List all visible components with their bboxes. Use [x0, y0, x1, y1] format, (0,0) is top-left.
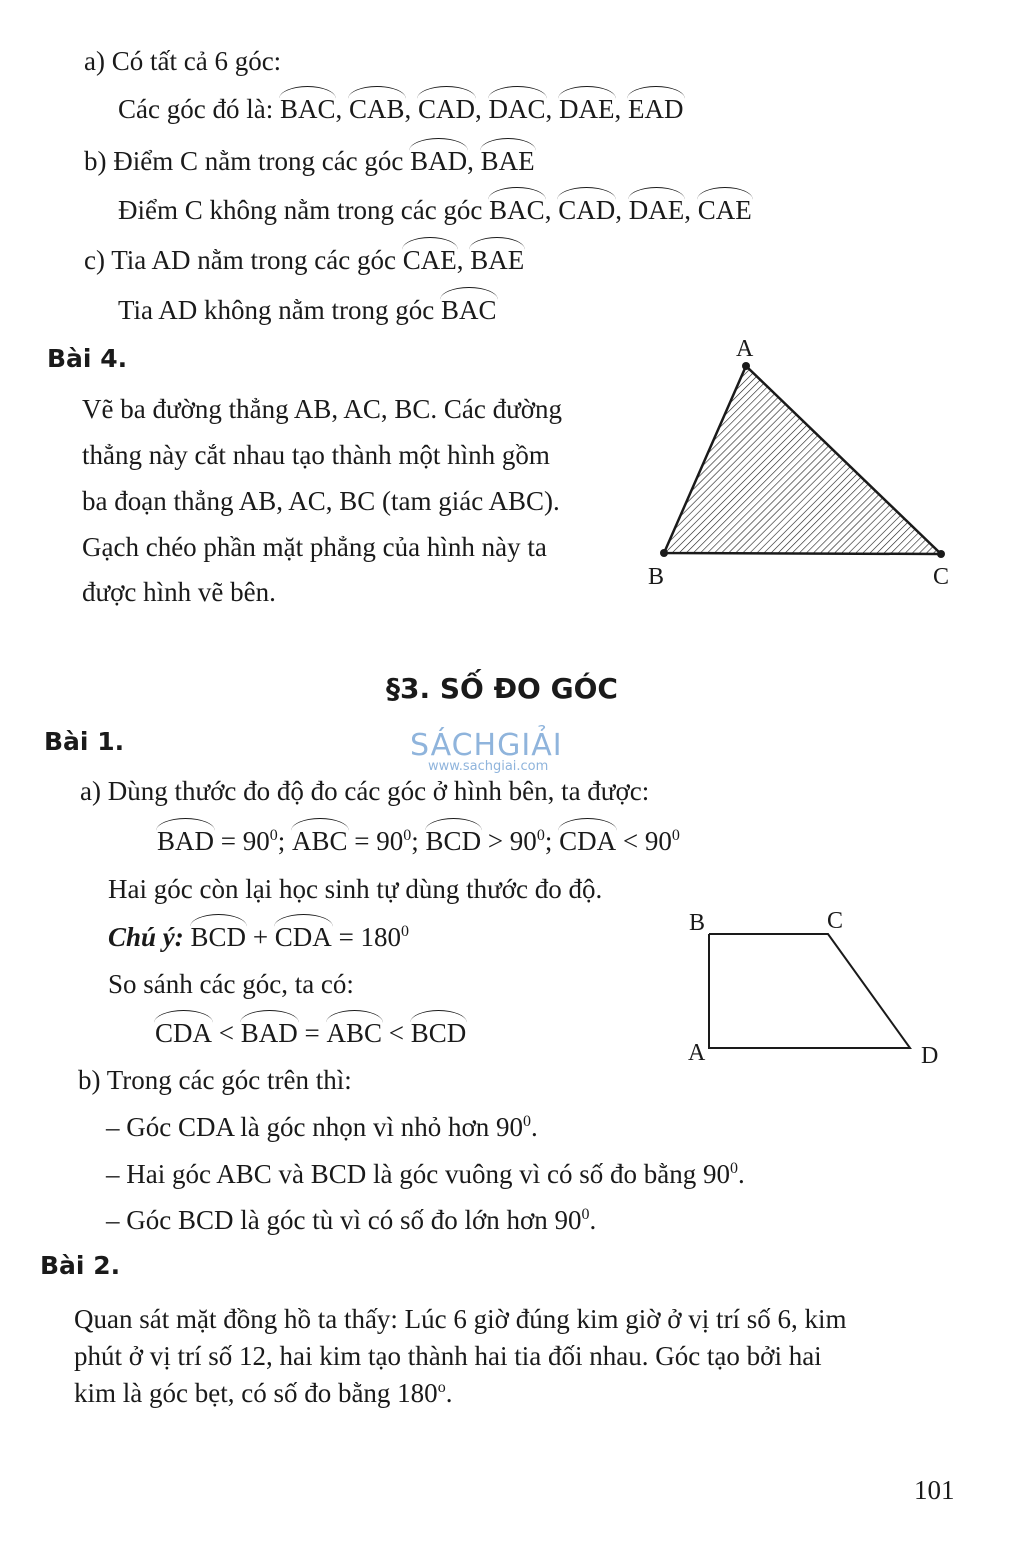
- separator: ,: [614, 94, 629, 124]
- compare-line: [155, 1016, 466, 1050]
- part-b-prefix: b) Điểm C nằm trong các góc: [84, 146, 404, 176]
- punct: .: [445, 1378, 453, 1408]
- degree-sup: 0: [671, 827, 680, 844]
- degree-sup: 0: [536, 827, 545, 844]
- plus-sign: +: [252, 922, 269, 952]
- separator: ,: [467, 146, 481, 176]
- separator: ,: [684, 195, 698, 225]
- angle-label: CDA: [559, 826, 617, 856]
- separator: ,: [545, 94, 560, 124]
- degree-sup: 0: [729, 1160, 738, 1177]
- watermark-brand: SÁCHGIẢI: [410, 728, 563, 763]
- measure-line: [157, 824, 680, 858]
- vertex-c-dot: [937, 550, 945, 558]
- part-b-line-1: [84, 144, 535, 178]
- separator: ,: [456, 245, 471, 275]
- page-number: 101: [914, 1475, 955, 1505]
- angle-label: BAC: [489, 195, 545, 225]
- measure-value: = 90: [220, 826, 270, 856]
- bai2-heading: Bài 2.: [40, 1251, 121, 1280]
- bai4-line: ba đoạn thẳng AB, AC, BC (tam giác ABC).: [82, 486, 560, 516]
- bai2-line-last: [74, 1376, 452, 1410]
- bai2-text: kim là góc bẹt, có số đo bằng 180: [74, 1378, 438, 1408]
- punct: ;: [411, 826, 419, 856]
- compare-op: <: [218, 1018, 234, 1048]
- degree-sup: 0: [523, 1113, 531, 1130]
- degree-sup: o: [437, 1379, 446, 1396]
- section-title: §3. SỐ ĐO GÓC: [386, 672, 618, 705]
- punct: .: [737, 1159, 745, 1189]
- angle-label: BAD: [410, 146, 468, 176]
- note-line: [108, 920, 409, 954]
- bai1-heading: Bài 1.: [44, 727, 125, 756]
- angle-label: CDA: [155, 1018, 213, 1048]
- punct: ;: [544, 826, 553, 856]
- part-c-line-1: [84, 243, 524, 277]
- bai4-heading: Bài 4.: [47, 344, 128, 373]
- vertex-d-label: D: [921, 1043, 939, 1069]
- angle-label: EAD: [628, 94, 684, 124]
- compare-intro: So sánh các góc, ta có:: [108, 969, 354, 999]
- measure-value: = 90: [354, 826, 404, 856]
- hatched-triangle: [664, 366, 941, 554]
- bullet-text: – Góc BCD là góc tù vì có số đo lớn hơn 90: [106, 1205, 582, 1235]
- vertex-b-dot: [660, 549, 668, 557]
- degree-sup: 0: [401, 923, 410, 940]
- angle-label: CAD: [558, 195, 616, 225]
- measure-value: > 90: [487, 826, 537, 856]
- bullet-line: [106, 1157, 745, 1191]
- vertex-b-label: B: [689, 910, 706, 936]
- part-c-prefix-2: Tia AD không nằm trong góc: [118, 295, 435, 325]
- note-label: Chú ý:: [108, 922, 184, 952]
- part-c-prefix: c) Tia AD nằm trong các góc: [84, 245, 396, 275]
- angle-label: DAC: [488, 94, 546, 124]
- remaining-line: Hai góc còn lại học sinh tự dùng thước đo độ.: [108, 874, 603, 904]
- triangle-figure: [640, 330, 970, 600]
- quadrilateral-figure: [680, 900, 960, 1080]
- separator: ,: [615, 195, 629, 225]
- degree-sup: 0: [403, 827, 412, 844]
- angle-label: ABC: [326, 1018, 383, 1048]
- angle-label: BCD: [410, 1018, 467, 1048]
- degree-sup: 0: [581, 1206, 590, 1223]
- vertex-a-dot: [742, 362, 750, 370]
- measure-value: < 90: [622, 826, 672, 856]
- part-a-angles-line: [118, 92, 684, 126]
- bullet-line: [106, 1110, 538, 1144]
- angle-label: DAE: [559, 94, 615, 124]
- quadrilateral-abcd: [709, 934, 910, 1048]
- compare-op: <: [388, 1018, 405, 1048]
- angle-label: BAE: [470, 245, 525, 275]
- angle-label: CAD: [418, 94, 476, 124]
- bai4-line: thẳng này cắt nhau tạo thành một hình gồm: [82, 440, 550, 470]
- vertex-c-label: C: [827, 908, 844, 934]
- part-a-line: a) Có tất cả 6 góc:: [84, 46, 282, 76]
- angle-label: CAB: [348, 94, 405, 124]
- degree-sup: 0: [269, 827, 278, 844]
- punct: .: [531, 1112, 538, 1142]
- bai2-line: phút ở vị trí số 12, hai kim tạo thành hai tia đối nhau. Góc tạo bởi hai: [74, 1341, 822, 1371]
- angle-label: CDA: [274, 922, 332, 952]
- angle-label: DAE: [628, 195, 685, 225]
- bai1-part-a: a) Dùng thước đo độ đo các góc ở hình bên, ta được:: [80, 776, 650, 806]
- angle-label: CAE: [697, 195, 752, 225]
- separator: ,: [475, 94, 489, 124]
- separator: ,: [544, 195, 559, 225]
- bai2-line: Quan sát mặt đồng hồ ta thấy: Lúc 6 giờ đúng kim giờ ở vị trí số 6, kim: [74, 1304, 847, 1334]
- angle-label: BCD: [190, 922, 247, 952]
- bullet-text: – Góc CDA là góc nhọn vì nhỏ hơn 90: [106, 1112, 523, 1142]
- vertex-c-label: C: [933, 564, 950, 590]
- bullet-text: – Hai góc ABC và BCD là góc vuông vì có số đo bằng 90: [106, 1159, 730, 1189]
- angle-label: BAE: [480, 146, 535, 176]
- angle-label: ABC: [292, 826, 348, 856]
- vertex-a-label: A: [688, 1040, 706, 1066]
- part-c-line-2: [118, 293, 497, 327]
- angle-label: BAD: [157, 826, 215, 856]
- bullet-line: [106, 1203, 596, 1237]
- separator: ,: [335, 94, 349, 124]
- compare-op: =: [304, 1018, 320, 1048]
- angle-label: BAC: [441, 295, 497, 325]
- angle-label: BAC: [279, 94, 336, 124]
- part-b-prefix-2: Điểm C không nằm trong các góc: [118, 195, 483, 225]
- punct: .: [589, 1205, 597, 1235]
- part-a-prefix: Các góc đó là:: [118, 94, 274, 124]
- bai4-line: Vẽ ba đường thẳng AB, AC, BC. Các đường: [82, 394, 563, 424]
- part-b-line-2: [118, 193, 752, 227]
- bai4-line: Gạch chéo phần mặt phẳng của hình này ta: [82, 532, 547, 562]
- punct: ;: [277, 826, 286, 856]
- watermark: [410, 728, 563, 774]
- note-value: = 180: [338, 922, 402, 952]
- watermark-url: www.sachgiai.com: [428, 759, 549, 774]
- bai4-line: được hình vẽ bên.: [82, 577, 276, 607]
- angle-label: CAE: [402, 245, 457, 275]
- angle-label: BAD: [240, 1018, 298, 1048]
- bai1-part-b: b) Trong các góc trên thì:: [78, 1065, 352, 1095]
- vertex-b-label: B: [648, 564, 665, 590]
- vertex-a-label: A: [736, 336, 754, 362]
- separator: ,: [404, 94, 419, 124]
- angle-label: BCD: [425, 826, 482, 856]
